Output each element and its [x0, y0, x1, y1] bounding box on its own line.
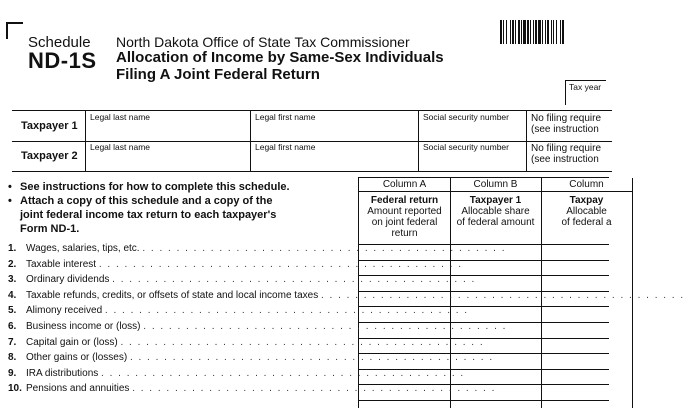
line-label: Other gains or (losses)	[26, 352, 130, 364]
amount-input-line-6-col-c[interactable]	[541, 322, 632, 338]
form-title-line2: Filing A Joint Federal Return	[116, 66, 320, 83]
corner-mark	[6, 22, 23, 39]
first-name-caption: Legal first name	[255, 112, 316, 122]
line-label: IRA distributions	[26, 367, 102, 379]
income-line-1	[8, 243, 507, 254]
column-a-desc1: Amount reported	[367, 206, 442, 217]
line-label: Alimony received	[26, 305, 105, 317]
income-line-5	[8, 305, 469, 317]
amount-input-line-3-col-c[interactable]	[541, 275, 632, 291]
amount-input-line-9-col-c[interactable]	[541, 369, 632, 385]
agency-name: North Dakota Office of State Tax Commissioner	[116, 34, 410, 50]
column-b-desc1: Allocable share	[461, 206, 530, 217]
amount-input-line-7-col-c[interactable]	[541, 338, 632, 354]
ssn-caption: Social security number	[423, 142, 509, 152]
line-number: 1.	[8, 243, 17, 254]
leader-dots: . . . . . . . . . . . . . . . . . . . . . . . . . . . . . . . . . . . . . . . . . . .	[101, 367, 465, 379]
leader-dots: . . . . . . . . . . . . . . . . . . . . . . . . . . . . . . . . . . . . . . . . . . .	[120, 336, 485, 348]
amount-input-line-1-col-c[interactable]	[541, 244, 632, 260]
column-b-desc2: of federal amount	[456, 217, 535, 228]
no-filing-caption	[531, 113, 601, 135]
line-label: Pensions and annuities	[26, 383, 133, 395]
column-b-header: Column B	[450, 178, 541, 192]
form-title-line1: Allocation of Income by Same-Sex Individuals	[116, 49, 444, 66]
ssn-caption: Social security number	[423, 112, 509, 122]
leader-dots: . . . . . . . . . . . . . . . . . . . . . . . . . . . . . . . . . . . . . . . . . . .	[129, 352, 494, 364]
instruction-2-text-cont2: Form ND-1.	[20, 223, 80, 235]
column-c-desc1: Allocable	[566, 206, 607, 217]
income-line-7	[8, 336, 485, 348]
line-number: 6.	[8, 321, 17, 332]
taxpayer-2-last-name-field[interactable]	[85, 141, 251, 171]
schedule-word: Schedule	[28, 34, 91, 51]
form-title	[116, 49, 444, 83]
taxpayer-2-ssn-field[interactable]	[418, 141, 527, 171]
taxpayer-2-first-name-field[interactable]	[250, 141, 419, 171]
last-name-caption: Legal last name	[90, 112, 151, 122]
instruction-2	[8, 195, 290, 208]
column-c-header: Column	[541, 178, 632, 192]
leader-dots: . . . . . . . . . . . . . . . . . . . . . . . . . . . . . . . . . . . . . . . . . . .	[132, 383, 496, 395]
leader-dots: . . . . . . . . . . . . . . . . . . . . . . . . . . . . . . . . . . . . . . . . . . .	[104, 305, 469, 317]
bullet-icon: •	[8, 181, 12, 193]
line-number: 4.	[8, 289, 17, 301]
grid-row-rule	[359, 400, 609, 401]
taxpayer-row-1	[12, 111, 612, 142]
tax-year-label: Tax year	[569, 82, 602, 92]
income-line-8	[8, 352, 494, 364]
leader-dots: . . . . . . . . . . . . . . . . . . . . . . . . . . . . . . . . . . . . . . . . . . .	[112, 274, 476, 286]
no-filing-line2: (see instruction	[531, 154, 599, 165]
amount-input-line-10-col-c[interactable]	[541, 384, 632, 400]
instruction-1-text: See instructions for how to complete this schedule.	[20, 181, 290, 193]
line-number: 9.	[8, 367, 17, 379]
column-c-desc2: of federal a	[561, 217, 612, 228]
leader-dots: . . . . . . . . . . . . . . . . . . . . . . . . . . . . . . . . . . . . . . . . . . .	[143, 321, 507, 332]
line-label: Capital gain or (loss)	[26, 336, 121, 348]
income-line-9	[8, 367, 465, 379]
amount-input-line-5-col-c[interactable]	[541, 306, 632, 322]
no-filing-line1: No filing require	[531, 113, 602, 124]
no-filing-caption	[531, 143, 601, 165]
column-a-desc3: return	[391, 228, 418, 239]
instruction-2-text: Attach a copy of this schedule and a copy of the	[20, 195, 273, 207]
taxpayer-table	[12, 110, 612, 165]
instruction-2-cont	[8, 209, 290, 222]
barcode-bar	[564, 20, 565, 44]
line-number: 10.	[8, 383, 22, 395]
instruction-2-text-cont: joint federal income tax return to each taxpayer's	[20, 209, 277, 221]
column-a-title: Federal return	[370, 195, 439, 206]
leader-dots: . . . . . . . . . . . . . . . . . . . . . . . . . . . . . . . . . . . . . . . . . . .	[98, 258, 463, 270]
barcode	[500, 20, 600, 44]
income-line-6	[8, 321, 507, 332]
line-label: Taxable refunds, credits, or offsets of state and local income taxes	[26, 289, 321, 301]
taxpayer-row-2	[12, 141, 612, 172]
taxpayer-2-label: Taxpayer 2	[21, 150, 78, 162]
line-label: Taxable interest	[26, 258, 99, 270]
last-name-caption: Legal last name	[90, 142, 151, 152]
form-id: ND-1S	[28, 48, 97, 73]
taxpayer-2-no-filing-checkbox[interactable]	[526, 141, 613, 171]
bullet-icon: •	[8, 195, 12, 207]
column-b-title: Taxpayer 1	[469, 195, 522, 206]
column-a-desc2: on joint federal	[371, 217, 438, 228]
amount-input-line-2-col-b[interactable]	[450, 260, 541, 276]
line-number: 2.	[8, 258, 17, 270]
line-label: Wages, salaries, tips, etc.	[26, 243, 143, 254]
taxpayer-1-last-name-field[interactable]	[85, 111, 251, 141]
taxpayer-1-first-name-field[interactable]	[250, 111, 419, 141]
leader-dots: . . . . . . . . . . . . . . . . . . . . . . . . . . . . . . . . . . . . . . . . . . .	[142, 243, 507, 254]
column-c-description	[541, 195, 632, 228]
taxpayer-1-no-filing-checkbox[interactable]	[526, 111, 613, 141]
column-b-description	[450, 195, 541, 228]
line-label: Business income or (loss)	[26, 321, 144, 332]
instruction-2-cont2	[8, 223, 290, 236]
column-a-description	[359, 195, 450, 239]
amount-input-line-8-col-c[interactable]	[541, 353, 632, 369]
income-line-2	[8, 258, 463, 270]
instruction-1	[8, 181, 290, 194]
taxpayer-1-label: Taxpayer 1	[21, 120, 78, 132]
line-number: 7.	[8, 336, 17, 348]
line-number: 5.	[8, 305, 17, 317]
line-number: 8.	[8, 352, 17, 364]
column-c-title: Taxpay	[569, 195, 604, 206]
column-a-header: Column A	[359, 178, 450, 192]
income-line-10	[8, 383, 496, 395]
no-filing-line2: (see instruction	[531, 124, 599, 135]
instructions	[8, 181, 290, 237]
line-number: 3.	[8, 274, 17, 286]
line-label: Ordinary dividends	[26, 274, 113, 286]
leader-dots: . . . . . . . . . . . . . . . . . . . . . . . . . . . . . . . . . . . . . . . . . . .	[320, 289, 685, 301]
amount-input-line-2-col-c[interactable]	[541, 260, 632, 276]
no-filing-line1: No filing require	[531, 143, 602, 154]
income-line-3	[8, 274, 476, 286]
income-line-4	[8, 289, 685, 301]
taxpayer-1-ssn-field[interactable]	[418, 111, 527, 141]
first-name-caption: Legal first name	[255, 142, 316, 152]
